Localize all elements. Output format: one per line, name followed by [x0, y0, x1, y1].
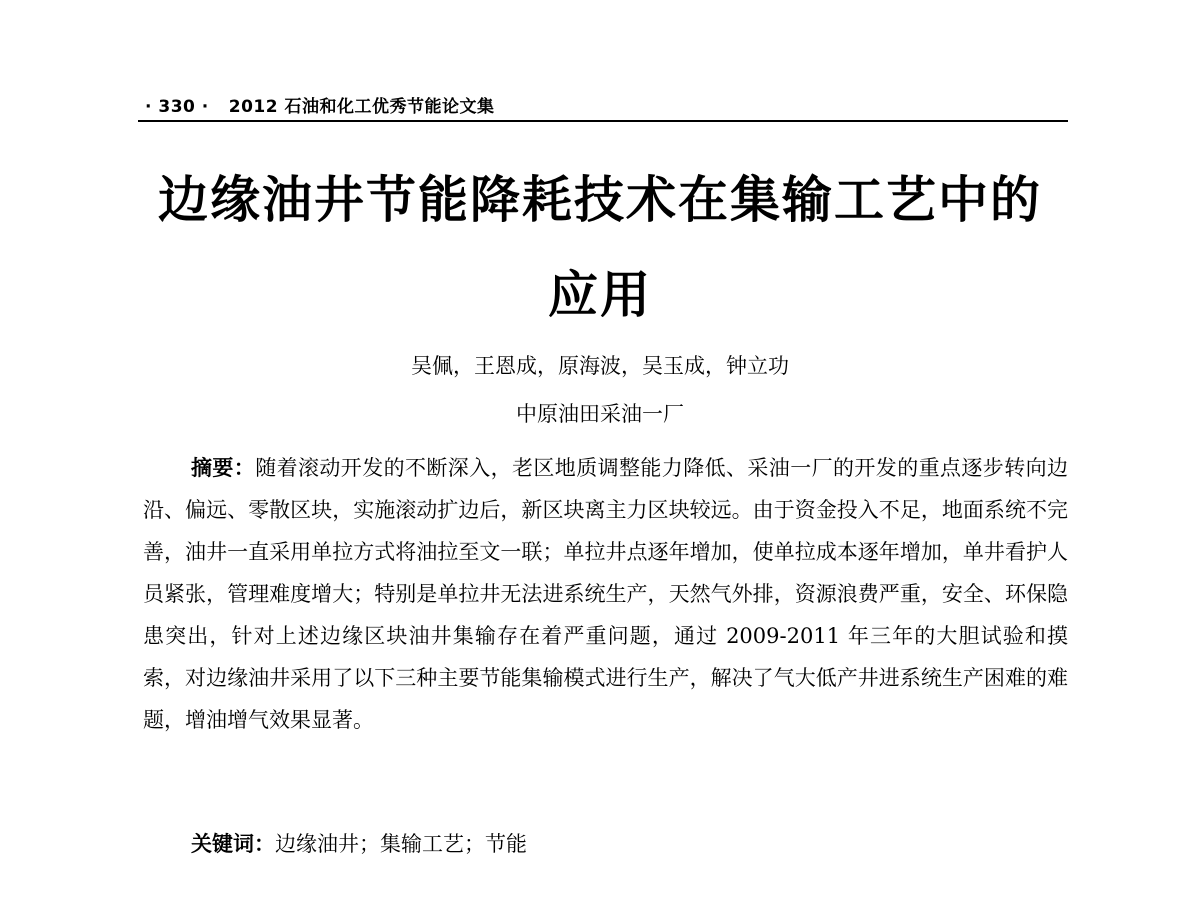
keywords-label: 关键词：: [191, 831, 275, 856]
abstract: [143, 447, 1068, 741]
page-number: · 330 ·: [145, 97, 209, 117]
paper-title-line-1: 边缘油井节能降耗技术在集输工艺中的: [158, 171, 1042, 229]
keywords: [191, 828, 527, 858]
abstract-text: 随着滚动开发的不断深入，老区地质调整能力降低、采油一厂的开发的重点逐步转向边沿、偏远、零散区块，实施滚动扩边后，新区块离主力区块较远。由于资金投入不足，地面系统不完善，油井一直采用单拉方式将油拉至文一联；单拉井点逐年增加，使单拉成本逐年增加，单井看护人员紧张，管理难度增大；特别是单拉井无法进系统生产，天然气外排，资源浪费严重，安全、环保隐患突出，针对上述边缘区块油井集输存在着严重问题，通过 2009-2011 年三年的大胆试验和摸索，对边缘油井采用了以下三种主要节能集输模式进行生产，解决了气大低产井进系统生产困难的难题，增油增气效果显著。: [143, 456, 1068, 732]
book-title: 2012 石油和化工优秀节能论文集: [228, 97, 495, 117]
paper-title-line-2: 应用: [548, 266, 652, 324]
header-rule: [138, 120, 1068, 122]
author-list: 吴佩，王恩成，原海波，吴玉成，钟立功: [411, 354, 789, 378]
abstract-label: 摘要：: [191, 455, 256, 480]
running-header: [145, 92, 1067, 117]
keywords-text: 边缘油井；集输工艺；节能: [275, 832, 527, 856]
affiliation: 中原油田采油一厂: [516, 402, 684, 426]
